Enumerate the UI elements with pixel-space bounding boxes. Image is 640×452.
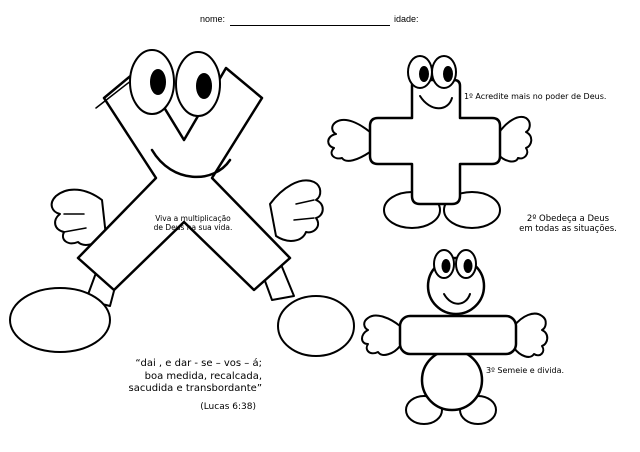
division-right-hand	[514, 314, 547, 357]
name-label: nome:	[200, 14, 226, 24]
plus-right-hand	[498, 117, 531, 162]
plus-left-hand	[328, 120, 370, 161]
plus-message: 1º Acredite mais no poder de Deus.	[464, 92, 607, 101]
division-left-hand	[362, 316, 400, 355]
division-message: 3º Semeie e divida.	[486, 366, 565, 375]
x-eyes	[130, 50, 220, 116]
multiplication-sign-character-icon	[10, 50, 354, 356]
multiplication-message: Viva a multiplicação de Deus na sua vida.	[153, 214, 233, 232]
x-right-leg	[258, 262, 354, 356]
bible-verse-reference: (Lucas 6:38)	[200, 402, 256, 412]
division-bar	[400, 316, 516, 354]
division-bottom-dot	[422, 350, 482, 410]
division-sign-character-icon	[362, 250, 547, 424]
bible-verse-text: “dai , e dar - se – vos – á; boa medida, recalcada, sacudida e transbordante”	[128, 358, 262, 394]
plus-sign-character-icon	[328, 56, 531, 228]
minus-message: 2º Obedeça a Deus em todas as situações.	[519, 214, 617, 235]
x-right-hand	[270, 180, 323, 241]
age-label: idade:	[394, 14, 419, 24]
